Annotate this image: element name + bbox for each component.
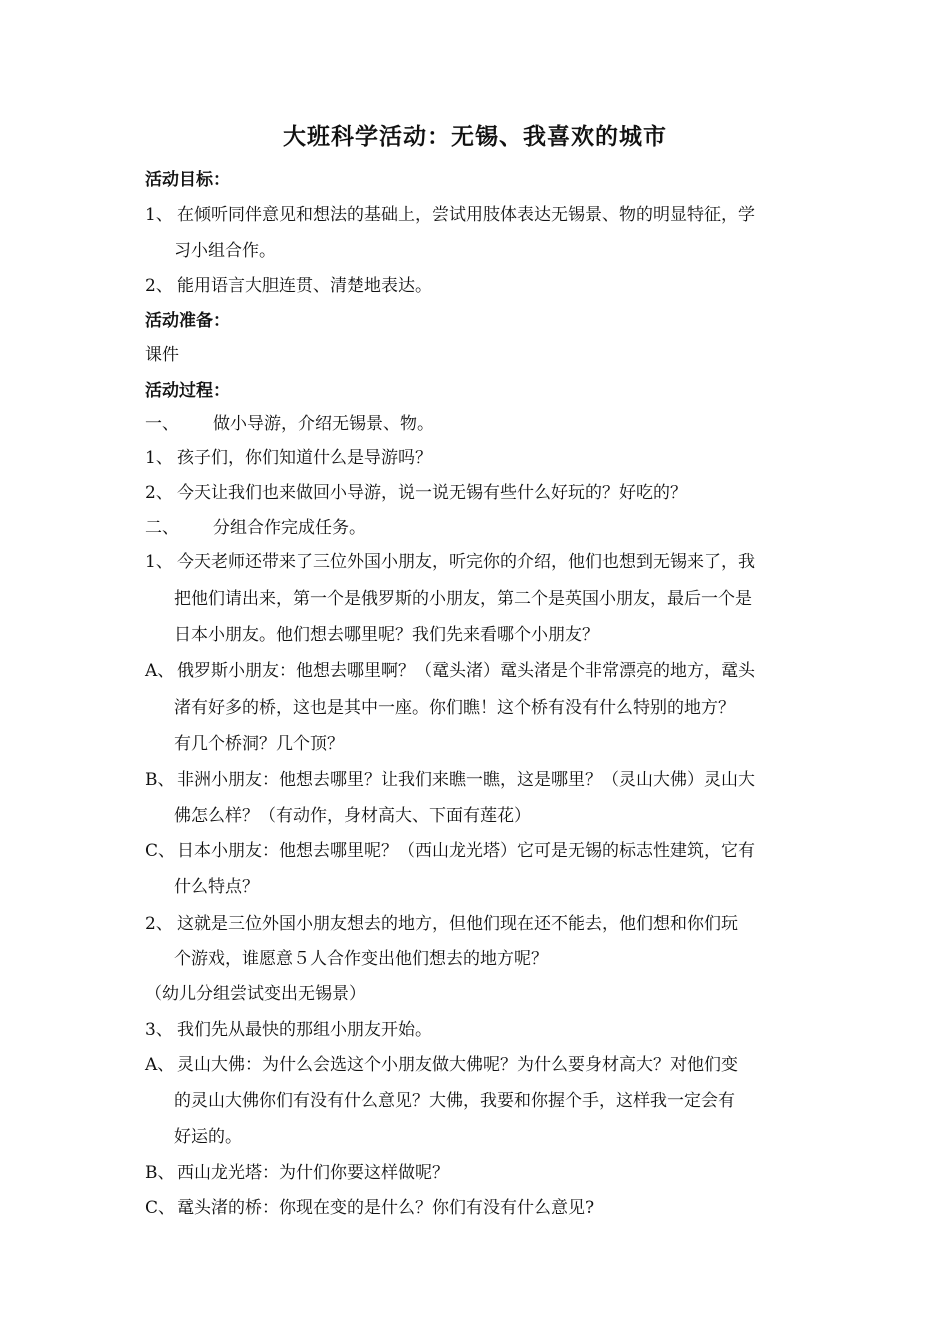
question-a-cont: 好运的。 bbox=[174, 1127, 242, 1147]
paragraph-2 bbox=[145, 909, 738, 934]
sec1-item-2 bbox=[145, 478, 687, 503]
goal-item-2 bbox=[145, 271, 432, 296]
item-number: 1、 bbox=[145, 205, 173, 225]
section-2 bbox=[145, 513, 366, 538]
paragraph-a-cont: 有几个桥洞？几个顶？ bbox=[174, 734, 344, 754]
item-text: 孩子们，你们知道什么是导游吗？ bbox=[177, 448, 432, 468]
question-a-cont: 的灵山大佛你们有没有什么意见？大佛，我要和你握个手，这样我一定会有 bbox=[174, 1091, 735, 1111]
item-text: 灵山大佛：为什么会选这个小朋友做大佛呢？为什么要身材高大？对他们变 bbox=[177, 1055, 738, 1075]
paragraph-c bbox=[145, 836, 755, 861]
item-letter: B、 bbox=[145, 1163, 175, 1183]
item-text: 在倾听同伴意见和想法的基础上，尝试用肢体表达无锡景、物的明显特征，学 bbox=[177, 205, 755, 225]
section-number: 二、 bbox=[145, 518, 179, 538]
question-b bbox=[145, 1158, 449, 1183]
item-text: 今天让我们也来做回小导游，说一说无锡有些什么好玩的？好吃的？ bbox=[177, 483, 687, 503]
section-number: 一、 bbox=[145, 414, 179, 434]
item-number: 3、 bbox=[145, 1020, 173, 1040]
item-number: 1、 bbox=[145, 448, 173, 468]
question-c bbox=[145, 1193, 594, 1218]
item-number: 2、 bbox=[145, 483, 173, 503]
item-number: 1、 bbox=[145, 552, 173, 572]
item-letter: C、 bbox=[145, 841, 176, 861]
item-text: 能用语言大胆连贯、清楚地表达。 bbox=[177, 276, 432, 296]
item-letter: A、 bbox=[145, 1055, 175, 1075]
goals-heading: 活动目标： bbox=[145, 170, 230, 190]
item-letter: C、 bbox=[145, 1198, 176, 1218]
item-letter: B、 bbox=[145, 770, 175, 790]
item-text: 日本小朋友：他想去哪里呢？（西山龙光塔）它可是无锡的标志性建筑，它有 bbox=[177, 841, 755, 861]
paragraph-b bbox=[145, 765, 755, 790]
section-text: 做小导游，介绍无锡景、物。 bbox=[213, 414, 434, 434]
item-text: 这就是三位外国小朋友想去的地方，但他们现在还不能去，他们想和你们玩 bbox=[177, 914, 738, 934]
page-title: 大班科学活动：无锡、我喜欢的城市 bbox=[283, 124, 667, 150]
item-text: 非洲小朋友：他想去哪里？让我们来瞧一瞧，这是哪里？（灵山大佛）灵山大 bbox=[177, 770, 755, 790]
paragraph-a bbox=[145, 656, 755, 681]
note-text: （幼儿分组尝试变出无锡景） bbox=[145, 984, 366, 1004]
item-letter: A、 bbox=[145, 661, 175, 681]
section-1 bbox=[145, 409, 434, 434]
item-text: 今天老师还带来了三位外国小朋友，听完你的介绍，他们也想到无锡来了，我 bbox=[177, 552, 755, 572]
sec1-item-1 bbox=[145, 443, 432, 468]
paragraph-b-cont: 佛怎么样？（有动作，身材高大、下面有莲花） bbox=[174, 806, 531, 826]
item-text: 鼋头渚的桥：你现在变的是什么？你们有没有什么意见? bbox=[177, 1198, 595, 1218]
item-number: 2、 bbox=[145, 914, 173, 934]
paragraph-1 bbox=[145, 547, 755, 572]
paragraph-3 bbox=[145, 1015, 432, 1040]
item-text: 俄罗斯小朋友：他想去哪里啊？（鼋头渚）鼋头渚是个非常漂亮的地方，鼋头 bbox=[177, 661, 755, 681]
question-a bbox=[145, 1050, 738, 1075]
goal-item-1 bbox=[145, 200, 755, 225]
item-text: 西山龙光塔：为什们你要这样做呢？ bbox=[177, 1163, 449, 1183]
item-number: 2、 bbox=[145, 276, 173, 296]
section-text: 分组合作完成任务。 bbox=[213, 518, 366, 538]
goal-item-1-cont: 习小组合作。 bbox=[174, 241, 276, 261]
prep-heading: 活动准备： bbox=[145, 311, 230, 331]
item-text: 我们先从最快的那组小朋友开始。 bbox=[177, 1020, 432, 1040]
process-heading: 活动过程： bbox=[145, 381, 230, 401]
paragraph-1-cont: 日本小朋友。他们想去哪里呢？我们先来看哪个小朋友？ bbox=[174, 625, 599, 645]
prep-text: 课件 bbox=[145, 345, 179, 365]
paragraph-2-cont: 个游戏，谁愿意５人合作变出他们想去的地方呢？ bbox=[174, 949, 548, 969]
paragraph-c-cont: 什么特点？ bbox=[174, 877, 259, 897]
paragraph-1-cont: 把他们请出来，第一个是俄罗斯的小朋友，第二个是英国小朋友，最后一个是 bbox=[174, 589, 752, 609]
paragraph-a-cont: 渚有好多的桥，这也是其中一座。你们瞧！这个桥有没有什么特别的地方？ bbox=[174, 698, 735, 718]
